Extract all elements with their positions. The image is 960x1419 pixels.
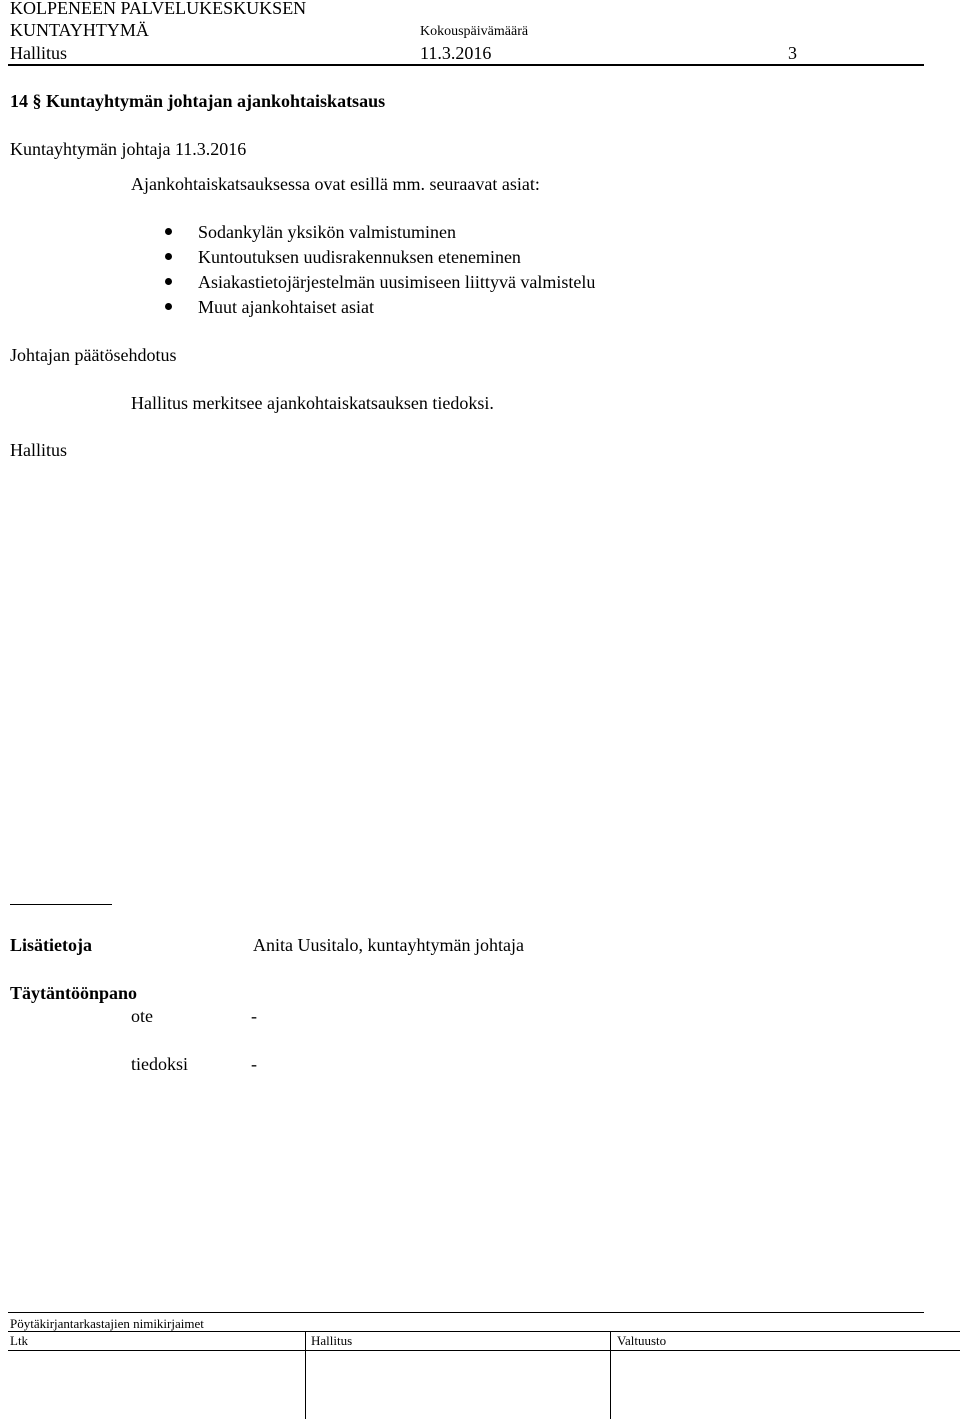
signature-divider — [8, 1312, 924, 1313]
info-label: Lisätietoja — [10, 935, 92, 955]
signature-column-divider — [610, 1331, 611, 1419]
bullet-icon — [165, 278, 172, 285]
proposal-text: Hallitus merkitsee ajankohtaiskatsauksen tiedoksi. — [131, 393, 494, 413]
signature-header-divider — [8, 1350, 960, 1351]
list-item: Muut ajankohtaiset asiat — [165, 296, 595, 321]
execution-row-label: tiedoksi — [131, 1054, 188, 1074]
bullet-icon — [165, 228, 172, 235]
info-value: Anita Uusitalo, kuntayhtymän johtaja — [253, 935, 524, 955]
page-number: 3 — [788, 43, 797, 63]
execution-row-label: ote — [131, 1006, 153, 1026]
signature-col-hallitus: Hallitus — [311, 1333, 353, 1348]
list-item: Asiakastietojärjestelmän uusimiseen liittyvä valmistelu — [165, 271, 595, 296]
decision-label: Hallitus — [10, 440, 67, 460]
signature-column-divider — [305, 1331, 306, 1419]
item-title: 14 § Kuntayhtymän johtajan ajankohtaiskatsaus — [10, 91, 386, 111]
signature-col-valtuusto: Valtuusto — [617, 1333, 667, 1348]
signature-row-divider — [8, 1331, 960, 1332]
execution-label: Täytäntöönpano — [10, 983, 138, 1003]
proposal-label: Johtajan päätösehdotus — [10, 345, 177, 365]
bullet-icon — [165, 303, 172, 310]
list-item: Sodankylän yksikön valmistuminen — [165, 221, 595, 246]
signature-col-ltk: Ltk — [10, 1333, 29, 1348]
list-item: Kuntoutuksen uudisrakennuksen eteneminen — [165, 246, 595, 271]
info-divider — [10, 904, 112, 905]
org-name-line2: KUNTAYHTYMÄ — [10, 20, 149, 40]
execution-row-value: - — [251, 1006, 257, 1026]
topic-list — [165, 221, 595, 321]
header-date: 11.3.2016 — [420, 43, 492, 63]
bullet-icon — [165, 253, 172, 260]
item-intro: Ajankohtaiskatsauksessa ovat esillä mm. seuraavat asiat: — [131, 174, 540, 194]
signature-title: Pöytäkirjantarkastajien nimikirjaimet — [10, 1316, 204, 1331]
meeting-date-label: Kokouspäivämäärä — [420, 24, 529, 39]
header-divider — [8, 64, 924, 66]
execution-row-value: - — [251, 1054, 257, 1074]
org-name-line1: KOLPENEEN PALVELUKESKUKSEN — [10, 0, 307, 18]
header-body: Hallitus — [10, 43, 67, 63]
item-preparer: Kuntayhtymän johtaja 11.3.2016 — [10, 139, 247, 159]
